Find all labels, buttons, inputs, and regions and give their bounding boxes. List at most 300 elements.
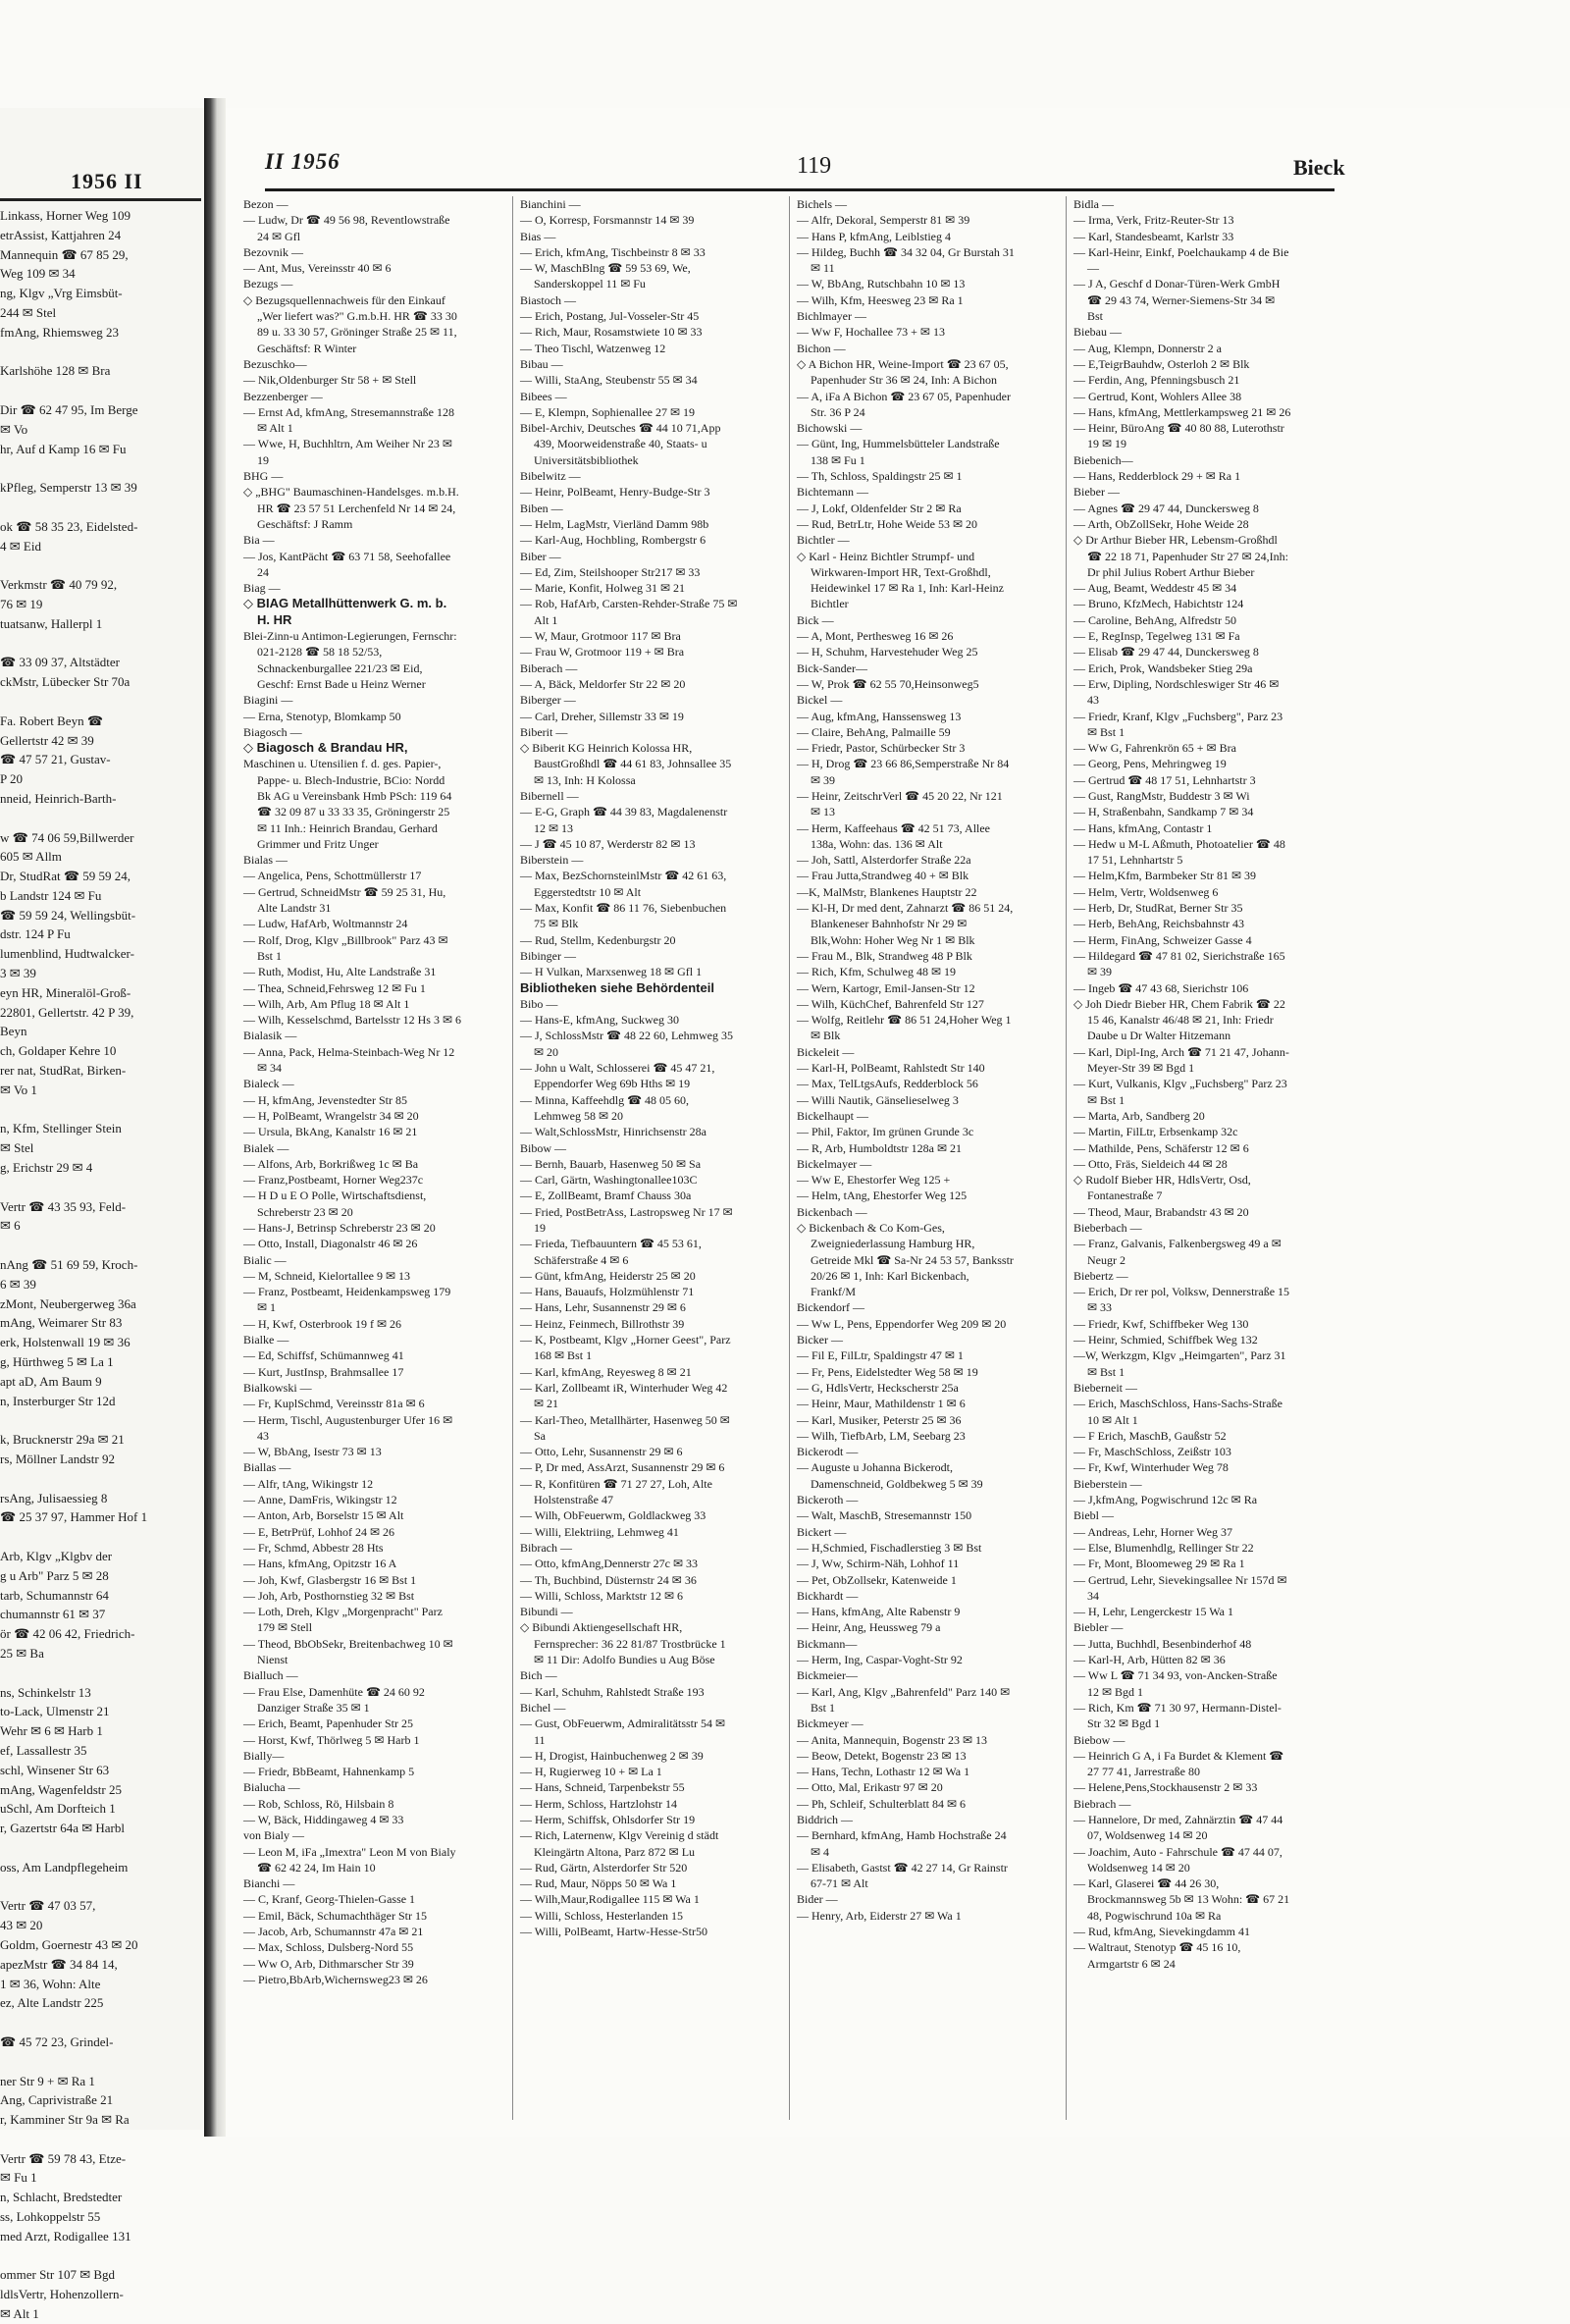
directory-entry: — Hannelore, Dr med, Zahnärztin ☎ 47 44 07, Woldsenweg 14 ✉ 20 bbox=[1073, 1812, 1283, 1843]
left-page-line: mAng, Weimarer Str 83 bbox=[0, 1315, 123, 1331]
left-page-line: Beyn bbox=[0, 1024, 27, 1039]
directory-entry: — Wilh, Kesselschmd, Bartelsstr 12 Hs 3 ✉ 6 bbox=[243, 1013, 461, 1028]
directory-entry: — H, Straßenbahn, Sandkamp 7 ✉ 34 bbox=[1073, 805, 1254, 819]
directory-entry: — Gertrud, Lehr, Sievekingsallee Nr 157d ✉ 34 bbox=[1073, 1572, 1287, 1603]
directory-entry: — Fried, PostBetrAss, Lastropsweg Nr 17 ✉ 19 bbox=[520, 1204, 733, 1235]
left-page-line: ch, Goldaper Kehre 10 bbox=[0, 1043, 117, 1059]
left-page-line: ✉ Stel bbox=[0, 1140, 34, 1156]
directory-entry: — Georg, Pens, Mehringweg 19 bbox=[1073, 757, 1227, 771]
directory-entry: — W, BbAng, Rutschbahn 10 ✉ 13 bbox=[797, 277, 966, 291]
left-page-line: 22801, Gellertstr. 42 P 39, bbox=[0, 1004, 134, 1020]
directory-entry: — Willi, Elektriing, Lehmweg 41 bbox=[520, 1524, 679, 1539]
directory-entry: — Erw, Dipling, Nordschleswiger Str 46 ✉ 43 bbox=[1073, 676, 1280, 708]
directory-entry: — W, MaschBlng ☎ 59 53 69, We, Sanderskoppel 11 ✉ Fu bbox=[520, 261, 691, 291]
directory-entry: — Carl, Dreher, Sillemstr 33 ✉ 19 bbox=[520, 709, 684, 723]
directory-entry: ◇ „BHG" Baumaschinen-Handelsges. m.b.H. HR ☎ 23 57 51 Lerchenfeld Nr 14 ✉ 24, Geschäftsf: J Ramm bbox=[243, 485, 459, 531]
directory-entry: — Ed, Zim, Steilshooper Str217 ✉ 33 bbox=[520, 564, 701, 579]
directory-entry: — R, Arb, Humboldtstr 128a ✉ 21 bbox=[797, 1140, 963, 1155]
directory-entry: — Günt, Ing, Hummelsbütteler Landstraße 138 ✉ Fu 1 bbox=[797, 437, 1000, 467]
directory-entry: — Hans, Bauaufs, Holzmühlenstr 71 bbox=[520, 1285, 695, 1299]
directory-entry: — Else, Blumenhdlg, Rellinger Str 22 bbox=[1073, 1540, 1254, 1555]
directory-entry: — Ph, Schleif, Schulterblatt 84 ✉ 6 bbox=[797, 1796, 967, 1811]
directory-entry: — Herm, Schloss, Hartzlohstr 14 bbox=[520, 1796, 677, 1811]
directory-entry: — Karl-Theo, Metallhärter, Hasenweg 50 ✉ Sa bbox=[520, 1412, 730, 1443]
left-page-line: ez, Alte Landstr 225 bbox=[0, 1995, 104, 2011]
left-page-line: ldlsVertr, Hohenzollern- bbox=[0, 2287, 124, 2302]
surname-heading: Bezovnik — bbox=[243, 244, 303, 259]
directory-entry: — Rich, Maur, Rosamstwiete 10 ✉ 33 bbox=[520, 325, 703, 340]
directory-entry: — Ferdin, Ang, Pfenningsbusch 21 bbox=[1073, 373, 1240, 388]
directory-entry: — W, Maur, Grotmoor 117 ✉ Bra bbox=[520, 629, 681, 644]
directory-entry: — Karl, Glaserei ☎ 44 26 30, Brockmannsweg 5b ✉ 13 Wohn: ☎ 67 21 48, Pogwischrund 10a ✉ Ra bbox=[1073, 1876, 1290, 1923]
directory-entry: — Irma, Verk, Fritz-Reuter-Str 13 bbox=[1073, 213, 1234, 228]
directory-entry: — Frieda, Tiefbauuntern ☎ 45 53 61, Schäferstraße 4 ✉ 6 bbox=[520, 1237, 702, 1267]
left-page-line bbox=[0, 1469, 201, 1489]
directory-entry: — Ingeb ☎ 47 43 68, Sierichstr 106 bbox=[1073, 980, 1249, 995]
left-page-line: mAng, Wagenfeldstr 25 bbox=[0, 1781, 122, 1797]
surname-heading: Biberit — bbox=[520, 724, 568, 739]
left-page-line: lumenblind, Hudtwalcker- bbox=[0, 946, 134, 962]
directory-entry: — A, Mont, Perthesweg 16 ✉ 26 bbox=[797, 629, 954, 644]
left-page-line: ✉ 6 bbox=[0, 1218, 21, 1234]
directory-entry: — Rud, kfmAng, Sievekingdamm 41 bbox=[1073, 1925, 1250, 1939]
directory-entry: — Horst, Kwf, Thörlweg 5 ✉ Harb 1 bbox=[243, 1732, 420, 1747]
left-page-line: etrAssist, Kattjahren 24 bbox=[0, 227, 122, 242]
directory-entry: — Karl-H, Arb, Hütten 82 ✉ 36 bbox=[1073, 1653, 1226, 1667]
directory-entry: — Hans-J, Betrinsp Schreberstr 23 ✉ 20 bbox=[243, 1221, 436, 1235]
left-page-line: Vertr ☎ 59 78 43, Etze- bbox=[0, 2150, 127, 2166]
directory-entry: — Andreas, Lehr, Horner Weg 37 bbox=[1073, 1524, 1232, 1539]
directory-column-3 bbox=[797, 196, 1015, 1924]
surname-heading: Biebl — bbox=[1073, 1508, 1114, 1523]
directory-entry: — Joachim, Auto - Fahrschule ☎ 47 44 07, Woldsenweg 14 ✉ 20 bbox=[1073, 1844, 1282, 1875]
left-page-line: chumannstr 61 ✉ 37 bbox=[0, 1607, 106, 1622]
left-page-line: 76 ✉ 19 bbox=[0, 596, 43, 611]
surname-heading: Bialas — bbox=[243, 853, 288, 868]
surname-heading: Bezon — bbox=[243, 197, 288, 211]
directory-entry: — Bernh, Bauarb, Hasenweg 50 ✉ Sa bbox=[520, 1156, 702, 1171]
left-page-line: Ang, Caprivistraße 21 bbox=[0, 2092, 114, 2108]
directory-entry: — Friedr, Pastor, Schürbecker Str 3 bbox=[797, 741, 966, 756]
directory-entry: ◇ Bickenbach & Co Kom-Ges, Zweigniederlassung Hamburg HR, Getreide Mkl ☎ Sa-Nr 24 53 57, Banksstr 20/26 ✉ 1, Inh: Karl Bickenbach, Frankf/M bbox=[797, 1221, 1014, 1299]
directory-entry: — Rob, Schloss, Rö, Hilsbain 8 bbox=[243, 1796, 394, 1811]
surname-heading: Bianchi — bbox=[243, 1876, 295, 1891]
directory-entry: — Ludw, HafArb, Woltmannstr 24 bbox=[243, 917, 408, 931]
directory-entry: — Frau Else, Damenhüte ☎ 24 60 92 Danziger Straße 35 ✉ 1 bbox=[243, 1684, 425, 1715]
directory-entry: —W, Werkzgm, Klgv „Heimgarten", Parz 31 ✉ Bst 1 bbox=[1073, 1348, 1286, 1379]
left-page-line: tuatsanw, Hallerpl 1 bbox=[0, 615, 103, 631]
directory-entry: — Rud, Gärtn, Alsterdorfer Str 520 bbox=[520, 1860, 688, 1875]
directory-entry: — Hedw u M-L Aßmuth, Photoatelier ☎ 48 17 51, Lehnhartstr 5 bbox=[1073, 836, 1285, 868]
directory-entry: — Frau W, Grotmoor 119 + ✉ Bra bbox=[520, 645, 685, 660]
directory-entry: — Fr, Pens, Eidelstedter Weg 58 ✉ 19 bbox=[797, 1364, 978, 1379]
directory-entry: — Karl, kfmAng, Reyesweg 8 ✉ 21 bbox=[520, 1364, 692, 1379]
directory-entry: — H, Rugierweg 10 + ✉ La 1 bbox=[520, 1765, 662, 1779]
directory-entry: — Franz, Galvanis, Falkenbergsweg 49 a ✉ Neugr 2 bbox=[1073, 1237, 1282, 1267]
directory-entry: — C, Kranf, Georg-Thielen-Gasse 1 bbox=[243, 1892, 416, 1907]
surname-heading: von Bialy — bbox=[243, 1828, 304, 1843]
directory-column-4 bbox=[1073, 196, 1291, 1972]
directory-entry: ◇ Biberit KG Heinrich Kolossa HR, BaustGroßhdl ☎ 44 61 83, Johnsallee 35 ✉ 13, Inh: H Kolossa bbox=[520, 741, 732, 787]
directory-entry: — J,kfmAng, Pogwischrund 12c ✉ Ra bbox=[1073, 1493, 1258, 1507]
surname-heading: Biallas — bbox=[243, 1460, 291, 1475]
surname-heading: Bialucha — bbox=[243, 1780, 300, 1795]
page-header-keyword: Bieck bbox=[1293, 155, 1345, 180]
directory-entry: — Heinr, Schmied, Schiffbek Weg 132 bbox=[1073, 1333, 1258, 1347]
directory-entry: — Aug, kfmAng, Hanssensweg 13 bbox=[797, 709, 962, 723]
directory-entry: — H, Kwf, Osterbrook 19 f ✉ 26 bbox=[243, 1316, 402, 1331]
surname-heading: Bickerodt — bbox=[797, 1445, 859, 1459]
surname-heading: Biebau — bbox=[1073, 325, 1122, 340]
directory-entry: — H Vulkan, Marxsenweg 18 ✉ Gfl 1 bbox=[520, 965, 703, 979]
directory-entry: — Max, BezSchornsteinlMstr ☎ 42 61 63, Eggerstedtstr 10 ✉ Alt bbox=[520, 869, 727, 899]
surname-heading: Biben — bbox=[520, 501, 563, 515]
surname-heading: Biebler — bbox=[1073, 1620, 1124, 1635]
directory-entry: — Bruno, KfzMech, Habichtstr 124 bbox=[1073, 597, 1244, 611]
directory-entry: — Ww E, Ehestorfer Weg 125 + bbox=[797, 1173, 951, 1188]
directory-entry: — Angelica, Pens, Schottmüllerstr 17 bbox=[243, 869, 422, 883]
directory-entry: — Helm, Vertr, Woldsenweg 6 bbox=[1073, 884, 1219, 899]
left-page-line: to-Lack, Ulmenstr 21 bbox=[0, 1704, 110, 1719]
left-page-line: ☎ 33 09 37, Altstädter bbox=[0, 655, 120, 670]
surname-heading: Bialic — bbox=[243, 1252, 287, 1267]
directory-entry: — Hans-E, kfmAng, Suckweg 30 bbox=[520, 1013, 679, 1028]
surname-heading: Bidla — bbox=[1073, 197, 1114, 211]
directory-entry: — Otto, Fräs, Sieldeich 44 ✉ 28 bbox=[1073, 1156, 1228, 1171]
left-page-line: kPfleg, Semperstr 13 ✉ 39 bbox=[0, 480, 137, 496]
directory-entry: — Herb, BehAng, Reichsbahnstr 43 bbox=[1073, 917, 1244, 931]
directory-entry: — Alfons, Arb, Borkrißweg 1c ✉ Ba bbox=[243, 1156, 419, 1171]
directory-entry: — Wilh, KüchChef, Bahrenfeld Str 127 bbox=[797, 996, 984, 1011]
directory-entry: — H,Schmied, Fischadlerstieg 3 ✉ Bst bbox=[797, 1540, 982, 1555]
left-page-line: zMont, Neubergerweg 36a bbox=[0, 1295, 136, 1311]
directory-entry: — Joh, Kwf, Glasbergstr 16 ✉ Bst 1 bbox=[243, 1572, 417, 1587]
directory-entry: — Carl, Gärtn, Washingtonallee103C bbox=[520, 1173, 698, 1188]
directory-entry: — Hildegard ☎ 47 81 02, Sierichstraße 165 ✉ 39 bbox=[1073, 948, 1285, 979]
directory-entry: — Claire, BehAng, Palmaille 59 bbox=[797, 724, 951, 739]
left-page-line: g, Erichstr 29 ✉ 4 bbox=[0, 1160, 93, 1176]
directory-entry: — A, Bäck, Meldorfer Str 22 ✉ 20 bbox=[520, 676, 686, 691]
directory-entry: — Heinr, Ang, Heussweg 79 a bbox=[797, 1620, 941, 1635]
directory-entry: — Hildeg, Buchh ☎ 34 32 04, Gr Burstah 31 ✉ 11 bbox=[797, 244, 1015, 276]
directory-entry: — Erich, MaschSchloss, Hans-Sachs-Straße 10 ✉ Alt 1 bbox=[1073, 1397, 1282, 1427]
column-divider bbox=[1066, 196, 1067, 2120]
directory-entry: — Rolf, Drog, Klgv „Billbrook" Parz 43 ✉ Bst 1 bbox=[243, 932, 448, 963]
directory-entry: — Fr, Mont, Bloomeweg 29 ✉ Ra 1 bbox=[1073, 1557, 1245, 1571]
directory-entry: — Max, Konfit ☎ 86 11 76, Siebenbuchen 75 ✉ Blk bbox=[520, 901, 727, 931]
directory-entry: — Gertrud, Kont, Wohlers Allee 38 bbox=[1073, 389, 1242, 403]
directory-entry: — Otto, Lehr, Susannenstr 29 ✉ 6 bbox=[520, 1445, 683, 1459]
left-page-line bbox=[0, 1664, 201, 1683]
directory-entry: Maschinen u. Utensilien f. d. ges. Papier-, Pappe- u. Blech-Industrie, BCio: Nordd Bk AG u Vereinsbank Hmb PSch: 119 64 ☎ 32 09 87 u 33 33 35, Gröningerstr 25 ✉ 11 Inh.: Heinrich Brandau, Gerhard Grimmer und Fritz Unger bbox=[243, 757, 452, 851]
left-page-line: apt aD, Am Baum 9 bbox=[0, 1373, 102, 1389]
directory-entry: — Otto, kfmAng,Dennerstr 27c ✉ 33 bbox=[520, 1557, 699, 1571]
directory-entry: — Wilh, ObFeuerwm, Goldlackweg 33 bbox=[520, 1508, 706, 1523]
left-page-line: 605 ✉ Allm bbox=[0, 849, 62, 865]
directory-entry: — Erich, Dr rer pol, Volksw, Dennerstraße 15 ✉ 33 bbox=[1073, 1285, 1290, 1315]
surname-heading: Bickmann— bbox=[797, 1636, 858, 1651]
directory-entry: — Heinrich G A, i Fa Burdet & Klement ☎ 27 77 41, Jarrestraße 80 bbox=[1073, 1748, 1284, 1779]
directory-entry: — Karl, Zollbeamt iR, Winterhuder Weg 42 ✉ 21 bbox=[520, 1380, 728, 1411]
directory-entry: — Agnes ☎ 29 47 44, Dunckersweg 8 bbox=[1073, 501, 1259, 515]
directory-entry: — Ww L, Pens, Eppendorfer Weg 209 ✉ 20 bbox=[797, 1316, 1007, 1331]
left-page-line: 6 ✉ 39 bbox=[0, 1276, 36, 1292]
left-page-line: rs, Möllner Landstr 92 bbox=[0, 1452, 115, 1466]
surname-heading: Bichel — bbox=[520, 1700, 566, 1715]
left-page-line: 25 ✉ Ba bbox=[0, 1645, 44, 1661]
left-page-line: eyn HR, Mineralöl-Groß- bbox=[0, 984, 131, 1000]
left-page-line bbox=[0, 1877, 201, 1897]
directory-entry: — Karl, Ang, Klgv „Bahrenfeld" Parz 140 ✉ Bst 1 bbox=[797, 1684, 1011, 1715]
directory-entry: ◇ Joh Diedr Bieber HR, Chem Fabrik ☎ 22 15 46, Kanalstr 46/48 ✉ 21, Inh: Friedr Daube u Dr Walter Hitzemann bbox=[1073, 996, 1285, 1043]
directory-entry: — A, iFa A Bichon ☎ 23 67 05, Papenhuder Str. 36 P 24 bbox=[797, 389, 1011, 419]
directory-entry: — Ant, Mus, Vereinsstr 40 ✉ 6 bbox=[243, 261, 392, 276]
directory-entry: — Auguste u Johanna Bickerodt, Damenschneid, Goldbekweg 5 ✉ 39 bbox=[797, 1460, 983, 1491]
directory-entry: — Ludw, Dr ☎ 49 56 98, Reventlowstraße 24 ✉ Gfl bbox=[243, 213, 450, 243]
directory-entry: — Erich, Beamt, Papenhuder Str 25 bbox=[243, 1717, 413, 1731]
surname-heading: Bibo — bbox=[520, 996, 558, 1011]
directory-entry: — H, Drogist, Hainbuchenweg 2 ✉ 39 bbox=[520, 1748, 704, 1763]
left-page-line: rsAng, Julisaessieg 8 bbox=[0, 1490, 108, 1505]
directory-entry: — Hans, kfmAng, Alte Rabenstr 9 bbox=[797, 1605, 961, 1619]
directory-entry: — Rud, Maur, Nöpps 50 ✉ Wa 1 bbox=[520, 1876, 677, 1891]
surname-heading: Bicker — bbox=[797, 1333, 843, 1347]
directory-entry: — Ed, Schiffsf, Schümannweg 41 bbox=[243, 1348, 404, 1363]
directory-entry: — Jos, KantPächt ☎ 63 71 58, Seehofallee 24 bbox=[243, 549, 451, 579]
surname-heading: Bianchini — bbox=[520, 197, 581, 211]
directory-entry: — Anna, Pack, Helma-Steinbach-Weg Nr 12 ✉ 34 bbox=[243, 1044, 455, 1076]
page-number: 119 bbox=[797, 153, 832, 179]
directory-entry: — E, Klempn, Sophienallee 27 ✉ 19 bbox=[520, 404, 696, 419]
directory-entry: — Beow, Detekt, Bogenstr 23 ✉ 13 bbox=[797, 1748, 967, 1763]
surname-heading: Bieberneit — bbox=[1073, 1380, 1137, 1395]
surname-heading: Biberstein — bbox=[520, 853, 584, 868]
directory-entry: — M, Schneid, Kielortallee 9 ✉ 13 bbox=[243, 1268, 411, 1283]
left-page-line bbox=[0, 343, 201, 362]
left-page-fragment bbox=[0, 108, 206, 2322]
directory-entry: — Pet, ObZollsekr, Katenweide 1 bbox=[797, 1572, 957, 1587]
directory-entry: — Jacob, Arb, Schumannstr 47a ✉ 21 bbox=[243, 1925, 424, 1939]
directory-entry: — J, SchlossMstr ☎ 48 22 60, Lehmweg 35 ✉ 20 bbox=[520, 1029, 733, 1059]
directory-entry: — Kl-H, Dr med dent, Zahnarzt ☎ 86 51 24, Blankeneser Bahnhofstr Nr 29 ✉ Blk,Wohn: Hoher Weg Nr 1 ✉ Blk bbox=[797, 901, 1014, 947]
surname-heading: Bickendorf — bbox=[797, 1300, 864, 1315]
directory-entry: — Marta, Arb, Sandberg 20 bbox=[1073, 1108, 1205, 1123]
left-page-line bbox=[0, 634, 201, 654]
left-page-line: Mannequin ☎ 67 85 29, bbox=[0, 246, 129, 262]
left-page-line: r, Gazertstr 64a ✉ Harbl bbox=[0, 1821, 125, 1836]
directory-entry: — Emil, Bäck, Schumachthäger Str 15 bbox=[243, 1908, 427, 1923]
surname-heading: Bialkowski — bbox=[243, 1380, 312, 1395]
directory-entry: — Friedr, BbBeamt, Hahnenkamp 5 bbox=[243, 1765, 415, 1779]
directory-entry: — Theod, BbObSekr, Breitenbachweg 10 ✉ Nienst bbox=[243, 1636, 453, 1667]
left-page-line: ✉ Vo bbox=[0, 421, 28, 437]
directory-entry: — H, Lehr, Lengerckestr 15 Wa 1 bbox=[1073, 1605, 1233, 1619]
directory-entry: — Helm, tAng, Ehestorfer Weg 125 bbox=[797, 1188, 968, 1203]
surname-heading: Biddrich — bbox=[797, 1812, 853, 1826]
left-page-lines bbox=[0, 206, 201, 2324]
surname-heading: Biebertz — bbox=[1073, 1268, 1128, 1283]
directory-entry: — Pietro,BbArb,Wichernsweg23 ✉ 26 bbox=[243, 1972, 428, 1986]
directory-entry: — H, Drog ☎ 23 66 86,Semperstraße Nr 84 ✉ 39 bbox=[797, 757, 1010, 787]
directory-entry: — Elisabeth, Gastst ☎ 42 27 14, Gr Rainstr 67-71 ✉ Alt bbox=[797, 1860, 1008, 1891]
surname-heading: Bichtler — bbox=[797, 533, 850, 548]
directory-entry: — Nik,Oldenburger Str 58 + ✉ Stell bbox=[243, 373, 417, 388]
left-page-line: Weg 109 ✉ 34 bbox=[0, 266, 76, 282]
surname-heading: Bich — bbox=[520, 1668, 557, 1683]
column-divider bbox=[789, 196, 790, 2120]
directory-entry: — Ww L ☎ 71 34 93, von-Ancken-Straße 12 ✉ Bgd 1 bbox=[1073, 1668, 1278, 1699]
directory-entry: — Anton, Arb, Borselstr 15 ✉ Alt bbox=[243, 1508, 404, 1523]
left-page-line: ng, Klgv „Vrg Eimsbüt- bbox=[0, 286, 123, 301]
left-page-line: Goldm, Goernestr 43 ✉ 20 bbox=[0, 1936, 138, 1952]
left-page-line: n, Kfm, Stellinger Stein bbox=[0, 1121, 122, 1136]
left-page-line: rer nat, StudRat, Birken- bbox=[0, 1063, 127, 1079]
directory-entry: — P, Dr med, AssArzt, Susannenstr 29 ✉ 6 bbox=[520, 1460, 725, 1475]
left-page-line: schl, Winsener Str 63 bbox=[0, 1762, 110, 1777]
directory-entry: — Leon M, iFa „Imextra" Leon M von Bialy ☎ 62 42 24, Im Hain 10 bbox=[243, 1844, 456, 1875]
surname-heading: Bibelwitz — bbox=[520, 469, 581, 484]
directory-entry: Bibliotheken siehe Behördenteil bbox=[520, 979, 714, 995]
directory-entry: — H, Schuhm, Harvestehuder Weg 25 bbox=[797, 645, 978, 660]
directory-entry: — R, Konfitüren ☎ 71 27 27, Loh, Alte Holstenstraße 47 bbox=[520, 1476, 712, 1507]
directory-entry: — Hans, kfmAng, Mettlerkampsweg 21 ✉ 26 bbox=[1073, 404, 1291, 419]
directory-entry: — Günt, kfmAng, Heiderstr 25 ✉ 20 bbox=[520, 1268, 696, 1283]
directory-entry: — Herm, FinAng, Schweizer Gasse 4 bbox=[1073, 932, 1252, 947]
directory-entry: — Mathilde, Pens, Schäferstr 12 ✉ 6 bbox=[1073, 1140, 1249, 1155]
left-page-line: n, Schlacht, Bredstedter bbox=[0, 2190, 123, 2205]
surname-heading: Bialke — bbox=[243, 1333, 289, 1347]
left-page-line: hr, Auf d Kamp 16 ✉ Fu bbox=[0, 441, 127, 456]
left-page-line bbox=[0, 458, 201, 478]
directory-entry: — Rich, Km ☎ 71 30 97, Hermann-Distel-Str 32 ✉ Bgd 1 bbox=[1073, 1700, 1282, 1731]
surname-heading: Bichtemann — bbox=[797, 485, 868, 500]
directory-entry: — Karl, Musiker, Peterstr 25 ✉ 36 bbox=[797, 1412, 962, 1427]
left-page-line bbox=[0, 809, 201, 828]
directory-entry: — Frau M., Blk, Strandweg 48 P Blk bbox=[797, 948, 972, 963]
directory-entry: — Friedr, Kranf, Klgv „Fuchsberg", Parz 23 ✉ Bst 1 bbox=[1073, 709, 1283, 739]
left-page-line: g, Hürthweg 5 ✉ La 1 bbox=[0, 1354, 114, 1370]
directory-entry: — Aug, Beamt, Weddestr 45 ✉ 34 bbox=[1073, 581, 1237, 596]
surname-heading: Bichels — bbox=[797, 197, 847, 211]
directory-entry: — E, RegInsp, Tegelweg 131 ✉ Fa bbox=[1073, 629, 1240, 644]
left-page-line: r, Kamminer Str 9a ✉ Ra bbox=[0, 2112, 130, 2128]
directory-entry: — Rob, HafArb, Carsten-Rehder-Straße 75 ✉ Alt 1 bbox=[520, 597, 738, 627]
left-page-line: Dr, StudRat ☎ 59 59 24, bbox=[0, 869, 131, 884]
surname-heading: Bibau — bbox=[520, 356, 563, 371]
left-page-line: ommer Str 107 ✉ Bgd bbox=[0, 2267, 116, 2283]
directory-entry: — Wilh, Kfm, Heesweg 23 ✉ Ra 1 bbox=[797, 292, 964, 307]
directory-entry: — Heinz, Feinmech, Billrothstr 39 bbox=[520, 1316, 685, 1331]
surname-heading: Bickelmayer — bbox=[797, 1156, 872, 1171]
left-page-line: P 20 bbox=[0, 771, 23, 787]
directory-entry: — Ww F, Hochallee 73 + ✉ 13 bbox=[797, 325, 945, 340]
surname-heading: Bickeroth — bbox=[797, 1493, 859, 1507]
directory-entry: — Heinr, ZeitschrVerl ☎ 45 20 22, Nr 121 ✉ 13 bbox=[797, 788, 1003, 819]
directory-entry: — Minna, Kaffeehdlg ☎ 48 05 60, Lehmweg 58 ✉ 20 bbox=[520, 1092, 690, 1123]
directory-entry: — Erich, Prok, Wandsbeker Stieg 29a bbox=[1073, 660, 1253, 675]
directory-entry: — Heinr, BüroAng ☎ 40 80 88, Luterothstr 19 ✉ 19 bbox=[1073, 421, 1284, 451]
directory-column-1 bbox=[243, 196, 461, 1987]
directory-entry: — Gust, RangMstr, Buddestr 3 ✉ Wi bbox=[1073, 788, 1250, 803]
directory-entry: — Kurt, JustInsp, Brahmsallee 17 bbox=[243, 1364, 404, 1379]
left-page-line: med Arzt, Rodigallee 131 bbox=[0, 2228, 131, 2244]
directory-entry: — Theo Tischl, Watzenweg 12 bbox=[520, 341, 666, 355]
left-page-line bbox=[0, 2013, 201, 2033]
directory-entry: — Ww O, Arb, Dithmarscher Str 39 bbox=[243, 1956, 414, 1971]
directory-entry: — Alfr, Dekoral, Semperstr 81 ✉ 39 bbox=[797, 213, 970, 228]
surname-heading: Bibundi — bbox=[520, 1605, 573, 1619]
directory-entry: — Willi, PolBeamt, Hartw-Hesse-Str50 bbox=[520, 1925, 707, 1939]
left-page-line: nneid, Heinrich-Barth- bbox=[0, 790, 117, 806]
surname-heading: Bichon — bbox=[797, 341, 846, 355]
left-page-line: ☎ 47 57 21, Gustav- bbox=[0, 752, 111, 767]
left-page-line: ör ☎ 42 06 42, Friedrich- bbox=[0, 1626, 135, 1642]
surname-heading: Bick — bbox=[797, 612, 834, 627]
directory-entry: — Karl, Schuhm, Rahlstedt Straße 193 bbox=[520, 1684, 705, 1699]
directory-entry: ◇ Rudolf Bieber HR, HdlsVertr, Osd, Fontanestraße 7 bbox=[1073, 1173, 1251, 1203]
left-page-line: tarb, Schumannstr 64 bbox=[0, 1587, 109, 1603]
left-page-line bbox=[0, 381, 201, 400]
left-page-line: Arb, Klgv „Klgbv der bbox=[0, 1548, 113, 1563]
surname-heading: Bibinger — bbox=[520, 948, 576, 963]
left-page-line: erk, Holstenwall 19 ✉ 36 bbox=[0, 1335, 131, 1350]
directory-entry: — Jutta, Buchhdl, Besenbinderhof 48 bbox=[1073, 1636, 1252, 1651]
surname-heading: Bibees — bbox=[520, 389, 567, 403]
surname-heading: Bickeleit — bbox=[797, 1044, 855, 1059]
surname-heading: Bickmeier— bbox=[797, 1668, 858, 1683]
surname-heading: Bias — bbox=[520, 229, 556, 243]
directory-entry: — Kurt, Vulkanis, Klgv „Fuchsberg" Parz 23 ✉ Bst 1 bbox=[1073, 1077, 1287, 1107]
surname-heading: Biagosch — bbox=[243, 724, 302, 739]
directory-entry: — Otto, Install, Diagonalstr 46 ✉ 26 bbox=[243, 1237, 418, 1251]
directory-entry: — Karl-Aug, Hochbling, Rombergstr 6 bbox=[520, 533, 706, 548]
directory-entry: — Rud, BetrLtr, Hohe Weide 53 ✉ 20 bbox=[797, 516, 978, 531]
directory-entry: — Hans, Redderblock 29 + ✉ Ra 1 bbox=[1073, 469, 1241, 484]
surname-heading: Bichowski — bbox=[797, 421, 863, 436]
directory-entry: — Anita, Mannequin, Bogenstr 23 ✉ 13 bbox=[797, 1732, 988, 1747]
directory-entry: ◇ Dr Arthur Bieber HR, Lebensm-Großhdl ☎ 22 18 71, Papenhuder Str 27 ✉ 24,Inh: Dr phil Julius Robert Arthur Bieber bbox=[1073, 533, 1288, 579]
directory-entry: — Walt, MaschB, Stresemannstr 150 bbox=[797, 1508, 972, 1523]
left-page-line bbox=[0, 2130, 201, 2149]
surname-heading: Biberger — bbox=[520, 693, 576, 708]
surname-heading: Bickhardt — bbox=[797, 1588, 859, 1603]
directory-entry: — J A, Geschf d Donar-Türen-Werk GmbH ☎ 29 43 74, Werner-Siemens-Str 34 ✉ Bst bbox=[1073, 277, 1281, 324]
surname-heading: Bibernell — bbox=[520, 788, 579, 803]
surname-heading: Bickenbach — bbox=[797, 1204, 867, 1219]
surname-heading: Bialasik — bbox=[243, 1029, 297, 1043]
surname-heading: Bickelhaupt — bbox=[797, 1108, 868, 1123]
directory-entry: — Marie, Konfit, Holweg 31 ✉ 21 bbox=[520, 581, 686, 596]
surname-heading: Bezzenberger — bbox=[243, 389, 323, 403]
directory-entry: — Ww G, Fahrenkrön 65 + ✉ Bra bbox=[1073, 741, 1236, 756]
page-header-year: II 1956 bbox=[265, 149, 340, 174]
surname-heading: Bia — bbox=[243, 533, 275, 548]
left-page-line: Vertr ☎ 43 35 93, Feld- bbox=[0, 1198, 127, 1214]
left-page-line: Wehr ✉ 6 ✉ Harb 1 bbox=[0, 1723, 103, 1739]
directory-entry: — Loth, Dreh, Klgv „Morgenpracht" Parz 179 ✉ Stell bbox=[243, 1605, 443, 1635]
directory-entry: — Th, Schloss, Spaldingstr 25 ✉ 1 bbox=[797, 469, 963, 484]
surname-heading: Bezuschko— bbox=[243, 356, 307, 371]
surname-heading: Biber — bbox=[520, 549, 561, 563]
directory-entry: — Fr, KuplSchmd, Vereinsstr 81a ✉ 6 bbox=[243, 1397, 425, 1411]
left-page-line: ns, Schinkelstr 13 bbox=[0, 1684, 91, 1700]
left-page-line: n, Insterburger Str 12d bbox=[0, 1393, 116, 1408]
directory-entry: — Thea, Schneid,Fehrsweg 12 ✉ Fu 1 bbox=[243, 980, 426, 995]
left-page-line: ef, Lassallestr 35 bbox=[0, 1742, 87, 1758]
directory-entry: — Franz,Postbeamt, Horner Weg237c bbox=[243, 1173, 424, 1188]
directory-entry: ◇ BIAG Metallhüttenwerk G. m. b. H. HR bbox=[243, 596, 447, 627]
surname-heading: — Karl-Heinr, Einkf, Poelchaukamp 4 de Bie — bbox=[1073, 244, 1289, 276]
